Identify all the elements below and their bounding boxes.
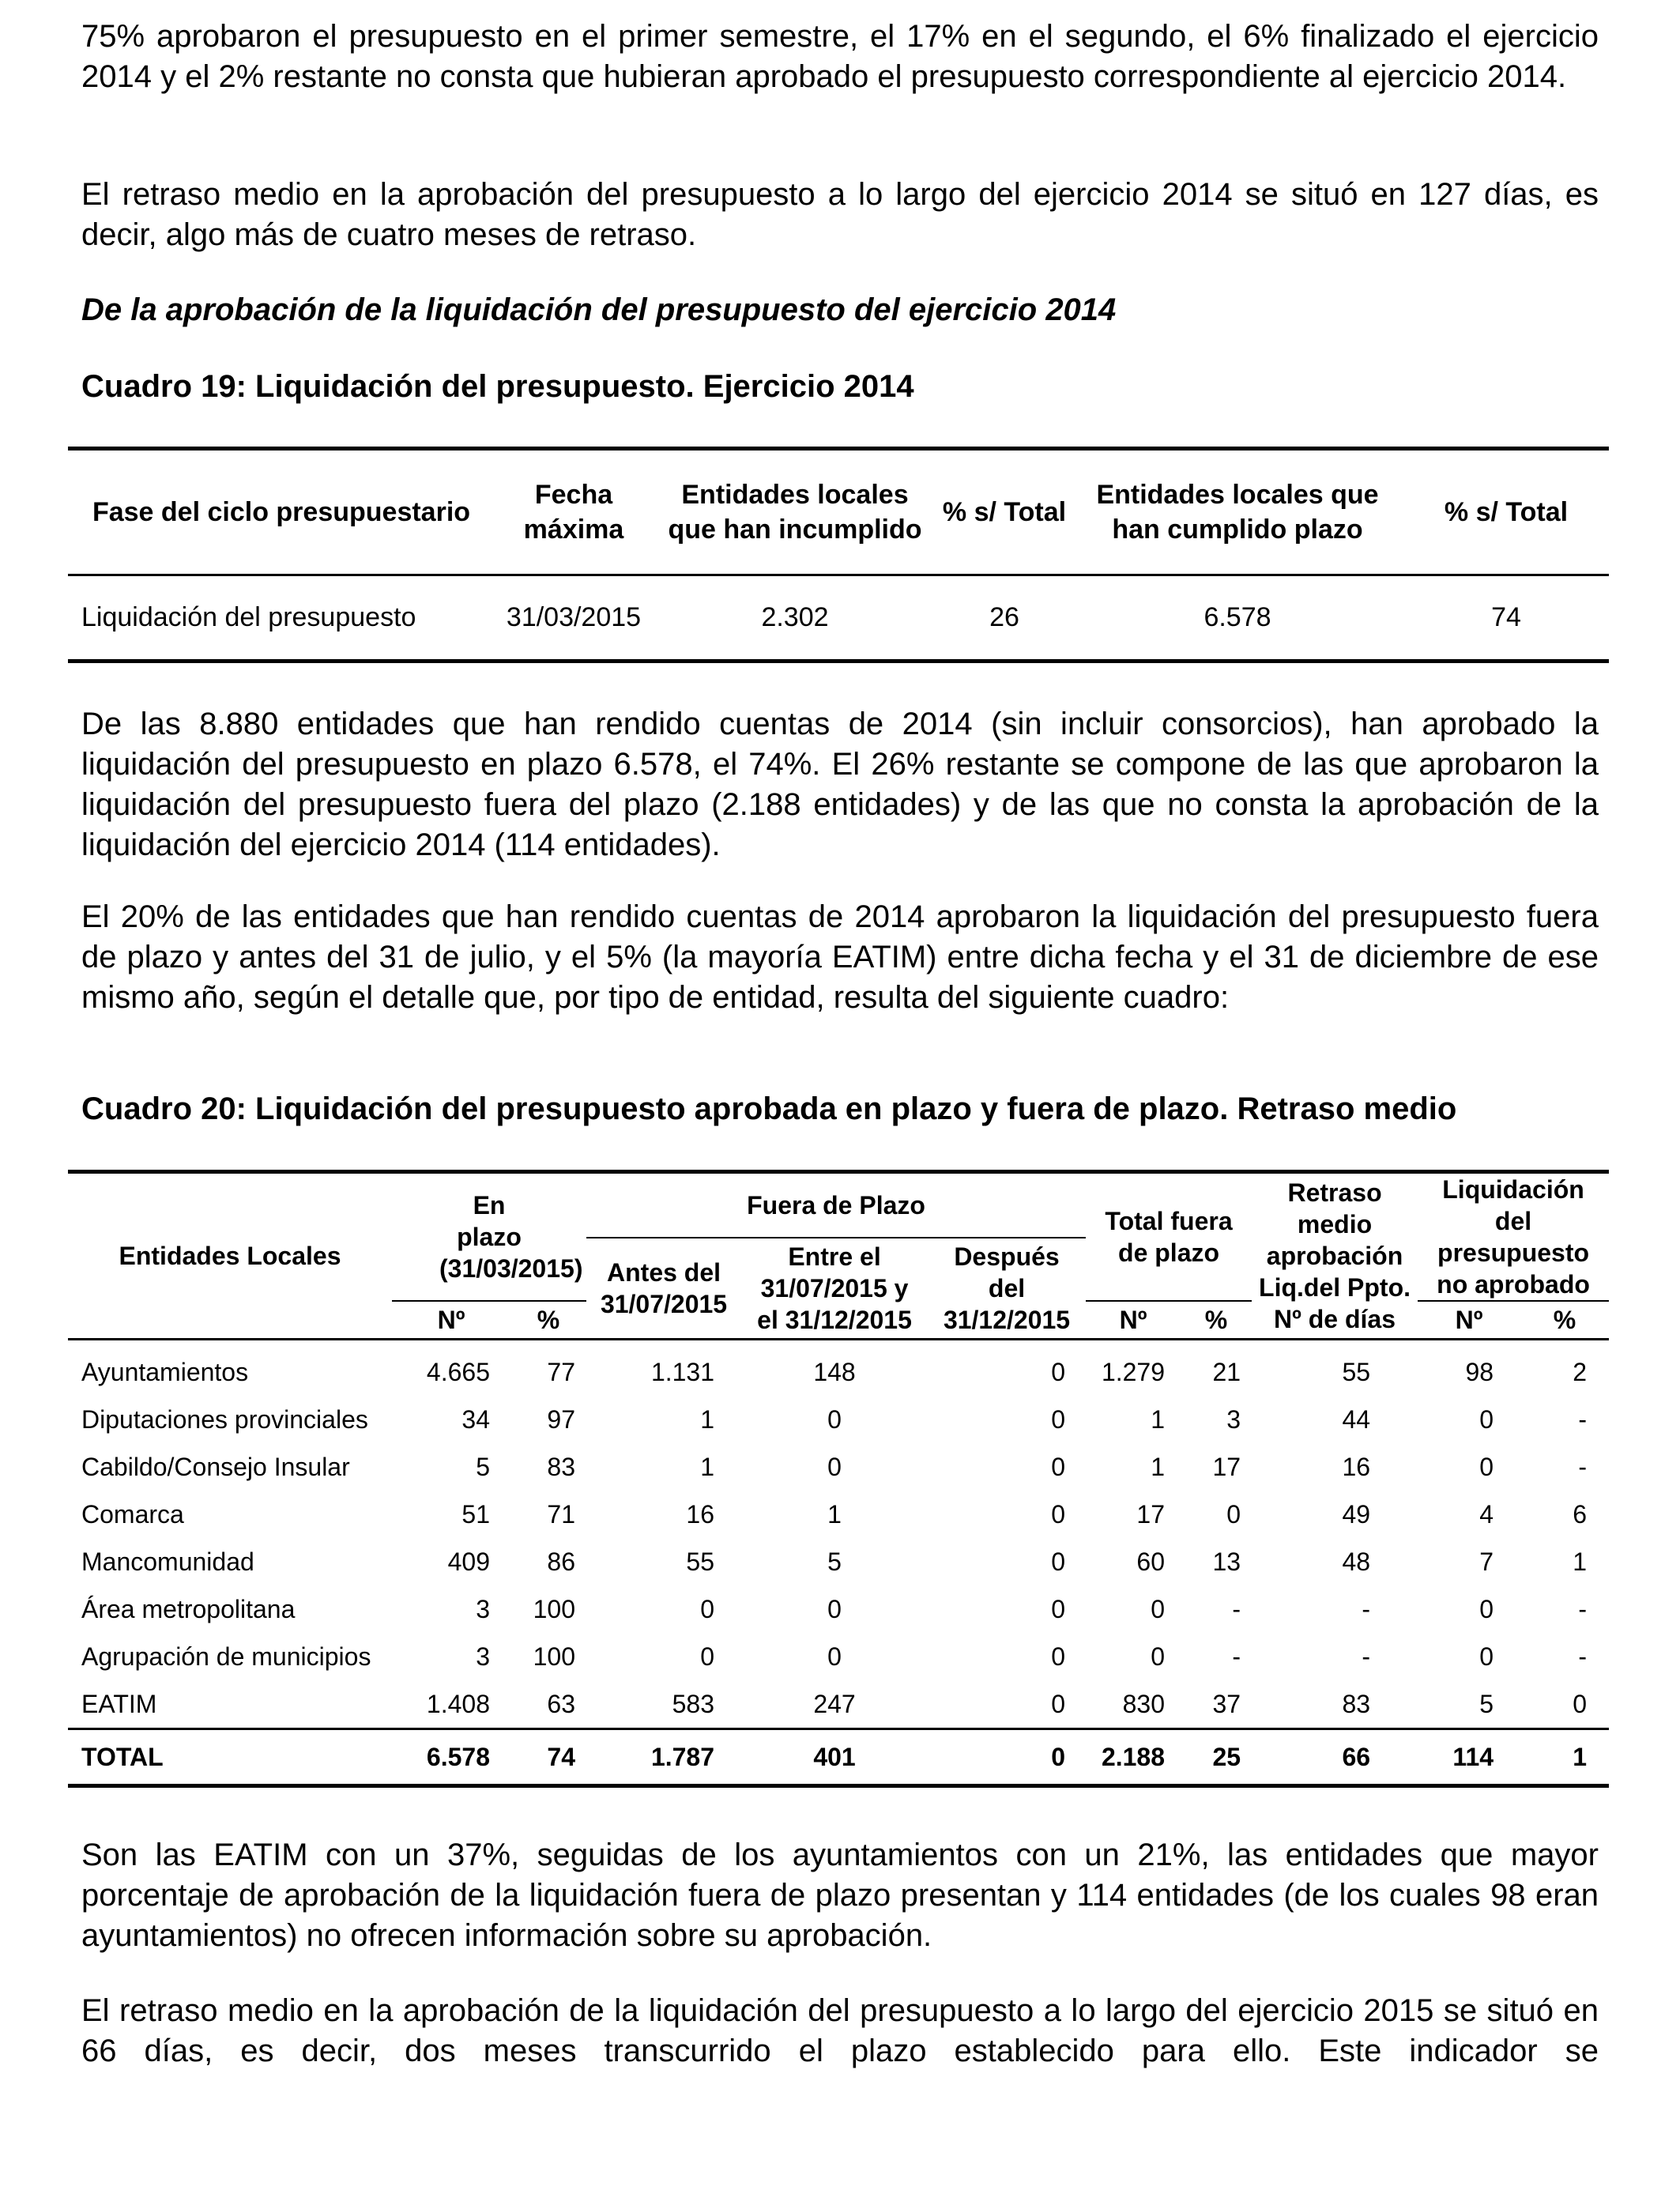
table-cell: 0 xyxy=(1151,1594,1166,1623)
table-cell: 0 xyxy=(827,1452,842,1481)
table-cell: 114 xyxy=(1452,1742,1494,1771)
table20-header-entre: Entre el 31/07/2015 y el 31/12/2015 xyxy=(757,1242,912,1334)
row-label: Ayuntamientos xyxy=(81,1357,249,1386)
table-cell: 1 xyxy=(1151,1404,1166,1434)
table-cell: 49 xyxy=(1342,1499,1371,1529)
paragraph-liquidation-summary: De las 8.880 entidades que han rendido cuentas de 2014 (sin incluir consorcios), han aprobado la liquidación del presupuesto en plazo 6.578, el 74%. El 26% restante se compone de las que aprobaron la liquidación del presupuesto fuera del plazo (2.188 entidades) y de las que no consta la aprobación de la liquidación del ejercicio 2014 (114 entidades). xyxy=(81,707,1599,862)
table-cell: 1 xyxy=(827,1499,842,1529)
table-cell: 98 xyxy=(1465,1357,1494,1386)
table-cell: 0 xyxy=(700,1594,715,1623)
row-label: EATIM xyxy=(81,1689,157,1718)
table-cell: 6.578 xyxy=(1203,602,1271,632)
table-cell: - xyxy=(1578,1452,1588,1481)
row-label: TOTAL xyxy=(81,1742,164,1771)
table-cell: - xyxy=(1232,1594,1241,1623)
table-cell: 1.408 xyxy=(426,1689,490,1718)
table-cell: 1 xyxy=(700,1452,715,1481)
table-cell: 0 xyxy=(1151,1642,1166,1671)
table-cell: 5 xyxy=(476,1452,490,1481)
table-cell: 37 xyxy=(1212,1689,1241,1718)
table-row xyxy=(68,1396,1609,1443)
table20-header-pct: % xyxy=(537,1306,560,1334)
table-cell: 17 xyxy=(1212,1452,1241,1481)
table20-header-entidades: Entidades Locales xyxy=(119,1242,341,1270)
table-cell: 2.302 xyxy=(761,602,829,632)
table-cell: 66 xyxy=(1342,1742,1371,1771)
table-cell: 247 xyxy=(813,1689,856,1718)
table-cell: 31/03/2015 xyxy=(506,602,642,632)
table-cell: 2 xyxy=(1573,1357,1588,1386)
table-cell: 77 xyxy=(547,1357,576,1386)
table-cell: 1 xyxy=(1151,1452,1166,1481)
table-cell: 25 xyxy=(1212,1742,1241,1771)
table-cell: 51 xyxy=(461,1499,490,1529)
table20-header-fuera-plazo: Fuera de Plazo xyxy=(586,1172,1086,1238)
table-cell: 0 xyxy=(827,1642,842,1671)
table-row xyxy=(68,1680,1609,1729)
table19-header: % s/ Total xyxy=(942,497,1067,527)
table-cell: 1 xyxy=(1573,1742,1588,1771)
table-cell: 1.279 xyxy=(1101,1357,1166,1386)
table-cell: 3 xyxy=(476,1642,490,1671)
table20-header-n: Nº xyxy=(437,1306,465,1334)
row-label: Cabildo/Consejo Insular xyxy=(81,1452,350,1481)
table20-header-n: Nº xyxy=(1119,1306,1147,1334)
section-heading: De la aprobación de la liquidación del presupuesto del ejercicio 2014 xyxy=(81,292,1117,327)
row-label: Comarca xyxy=(81,1499,184,1529)
table-cell: 74 xyxy=(1491,602,1521,632)
table19-header: Entidades locales que han incumplido xyxy=(668,480,922,545)
paragraph-eatim: Son las EATIM con un 37%, seguidas de los ayuntamientos con un 21%, las entidades que mayor porcentaje de aprobación de la liquidación fuera de plazo presentan y 114 entidades (de los cuales 98 eran ayuntamientos) no ofrecen información sobre su aprobación. xyxy=(81,1838,1599,1953)
paragraph-average-delay: El retraso medio en la aprobación del presupuesto a lo largo del ejercicio 2014 se situó en 127 días, es decir, algo más de cuatro meses de retraso. xyxy=(81,177,1599,252)
table-cell: 100 xyxy=(533,1594,576,1623)
table20-header-pct: % xyxy=(1204,1306,1228,1334)
table-cell: 830 xyxy=(1122,1689,1166,1718)
row-label: Agrupación de municipios xyxy=(81,1642,371,1671)
table-cell: 16 xyxy=(686,1499,715,1529)
table-cell: 0 xyxy=(1051,1452,1066,1481)
table-cell: - xyxy=(1578,1594,1588,1623)
table-cell: - xyxy=(1232,1642,1241,1671)
table-cell: 55 xyxy=(1342,1357,1371,1386)
table-cell: 100 xyxy=(533,1642,576,1671)
row-label: Área metropolitana xyxy=(81,1594,296,1623)
paragraph-budget-approval: 75% aprobaron el presupuesto en el primer semestre, el 17% en el segundo, el 6% finalizado el ejercicio 2014 y el 2% restante no consta que hubieran aprobado el presupuesto correspondiente al ejercicio 2014. xyxy=(81,19,1599,94)
table-cell: 0 xyxy=(1051,1547,1066,1576)
table20-header-pct: % xyxy=(1553,1306,1576,1334)
table-cell: 21 xyxy=(1212,1357,1241,1386)
table-cell: 0 xyxy=(827,1594,842,1623)
table-cell: 74 xyxy=(547,1742,576,1771)
table-cell: 0 xyxy=(1051,1642,1066,1671)
table20-header-retraso: Retraso medio aprobación Liq.del Ppto. Nº de días xyxy=(1259,1178,1411,1333)
table-cell: 83 xyxy=(1342,1689,1371,1718)
table-cell: 0 xyxy=(827,1404,842,1434)
table-row xyxy=(68,1443,1609,1491)
table19 xyxy=(68,447,1609,663)
table-cell: 0 xyxy=(1051,1357,1066,1386)
table-cell: 1.787 xyxy=(650,1742,715,1771)
table-cell: - xyxy=(1362,1594,1371,1623)
table20 xyxy=(68,1170,1609,1788)
table-cell: 0 xyxy=(1226,1499,1241,1529)
table-cell: 1 xyxy=(700,1404,715,1434)
table-cell: 0 xyxy=(1051,1499,1066,1529)
table-cell: 0 xyxy=(1479,1452,1494,1481)
table-row xyxy=(68,1491,1609,1538)
table-cell: 3 xyxy=(476,1594,490,1623)
table19-header: Fase del ciclo presupuestario xyxy=(92,497,471,527)
table-cell: 409 xyxy=(447,1547,490,1576)
table-cell: 148 xyxy=(813,1357,856,1386)
table-cell: 26 xyxy=(989,602,1019,632)
table-cell: 0 xyxy=(1051,1742,1066,1771)
table-cell: 86 xyxy=(547,1547,576,1576)
row-label: Mancomunidad xyxy=(81,1547,254,1576)
table-cell: 3 xyxy=(1226,1404,1241,1434)
table19-caption: Cuadro 19: Liquidación del presupuesto. Ejercicio 2014 xyxy=(81,369,914,404)
table-cell: 44 xyxy=(1342,1404,1371,1434)
table-cell: 583 xyxy=(672,1689,715,1718)
table-row xyxy=(68,1585,1609,1633)
table-total-row xyxy=(68,1729,1609,1786)
table-cell: 55 xyxy=(686,1547,715,1576)
table-cell: 6 xyxy=(1573,1499,1588,1529)
table-cell: 0 xyxy=(1051,1689,1066,1718)
table-cell: 1.131 xyxy=(650,1357,715,1386)
table-cell: 83 xyxy=(547,1452,576,1481)
table-cell: 0 xyxy=(1479,1642,1494,1671)
table19-header-row xyxy=(68,449,1609,575)
table-cell: 4 xyxy=(1479,1499,1494,1529)
table-cell: 1 xyxy=(1573,1547,1588,1576)
table-cell: 4.665 xyxy=(426,1357,490,1386)
table-cell: 71 xyxy=(547,1499,576,1529)
table19-header: % s/ Total xyxy=(1444,497,1569,527)
table-cell: 17 xyxy=(1136,1499,1166,1529)
table-cell: - xyxy=(1578,1404,1588,1434)
table-cell: 0 xyxy=(1479,1404,1494,1434)
table20-header-total-fuera: Total fuera de plazo xyxy=(1086,1172,1252,1302)
table-cell: 0 xyxy=(1051,1594,1066,1623)
table-cell: 7 xyxy=(1479,1547,1494,1576)
table-cell: 401 xyxy=(813,1742,856,1771)
table20-header-antes: Antes del 31/07/2015 xyxy=(600,1258,728,1318)
table-row xyxy=(68,1340,1609,1397)
row-label: Diputaciones provinciales xyxy=(81,1404,368,1434)
table19-header: Entidades locales que han cumplido plazo xyxy=(1096,480,1379,545)
table-cell: 48 xyxy=(1342,1547,1371,1576)
table-cell: 0 xyxy=(1479,1594,1494,1623)
paragraph-average-delay-2015: El retraso medio en la aprobación de la liquidación del presupuesto a lo largo del ejercicio 2015 se situó en 66 días, es decir, dos meses transcurrido el plazo establecido para ello. Este indicador se xyxy=(81,1993,1599,2068)
table19-header: Fecha máxima xyxy=(523,480,624,545)
table-cell: 5 xyxy=(1479,1689,1494,1718)
table-cell: 97 xyxy=(547,1404,576,1434)
table-cell: 0 xyxy=(1573,1689,1588,1718)
table-cell: 16 xyxy=(1342,1452,1371,1481)
table-cell: 60 xyxy=(1136,1547,1166,1576)
table-cell: 34 xyxy=(461,1404,490,1434)
table-cell: - xyxy=(1578,1642,1588,1671)
table20-header-despues: Después del 31/12/2015 xyxy=(943,1242,1071,1334)
table-cell: - xyxy=(1362,1642,1371,1671)
table-row xyxy=(68,1633,1609,1680)
paragraph-liquidation-detail: El 20% de las entidades que han rendido cuentas de 2014 aprobaron la liquidación del presupuesto fuera de plazo y antes del 31 de julio, y el 5% (la mayoría EATIM) entre dicha fecha y el 31 de diciembre de ese mismo año, según el detalle que, por tipo de entidad, resulta del siguiente cuadro: xyxy=(81,899,1599,1015)
table-row xyxy=(68,1538,1609,1585)
table20-header-n: Nº xyxy=(1455,1306,1483,1334)
table20-header-row xyxy=(68,1172,1609,1238)
table-cell: 0 xyxy=(700,1642,715,1671)
table-cell: 6.578 xyxy=(426,1742,490,1771)
table20-body xyxy=(68,1340,1609,1786)
table-cell: Liquidación del presupuesto xyxy=(81,602,416,632)
table20-header-no-aprobado: Liquidación del presupuesto no aprobado xyxy=(1418,1172,1609,1302)
table20-caption: Cuadro 20: Liquidación del presupuesto aprobada en plazo y fuera de plazo. Retraso medio xyxy=(81,1091,1457,1126)
table-cell: 0 xyxy=(1051,1404,1066,1434)
table20-header-en-plazo: En plazo (31/03/2015) xyxy=(392,1172,586,1302)
table-cell: 63 xyxy=(547,1689,576,1718)
table-cell: 5 xyxy=(827,1547,842,1576)
table-cell: 13 xyxy=(1212,1547,1241,1576)
table-cell: 2.188 xyxy=(1101,1742,1166,1771)
table-row xyxy=(68,575,1609,662)
